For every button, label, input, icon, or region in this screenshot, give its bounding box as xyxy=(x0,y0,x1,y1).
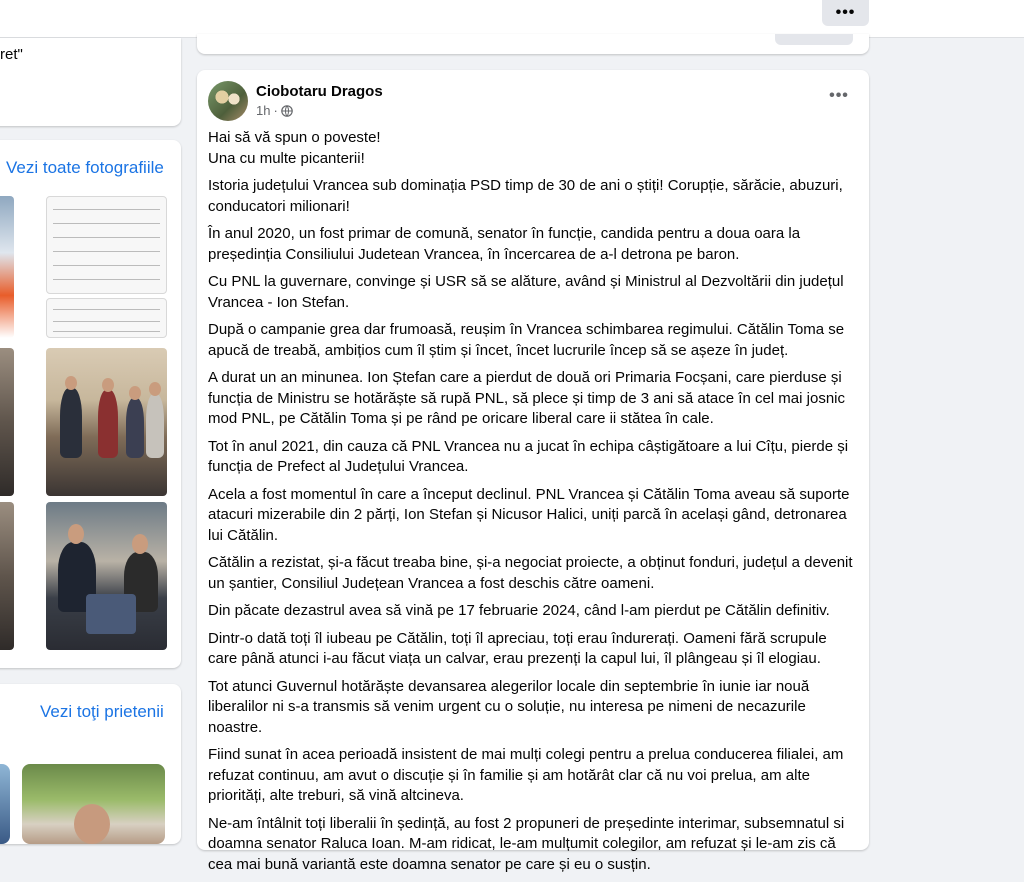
photos-card xyxy=(0,140,181,668)
post-paragraph: După o campanie grea dar frumoasă, reușim în Vrancea schimbarea regimului. Cătălin Toma se apucă de treabă, ambițios cum îl știm și încet, încet lucrurile încep să se așeze în județ. xyxy=(208,321,845,359)
meta-separator: · xyxy=(273,103,278,118)
post-paragraph: Tot în anul 2021, din cauza că PNL Vrancea nu a jucat în echipa câștigătoare a lui Cîțu, pierde și funcția de Prefect al Județului Vrancea. xyxy=(208,437,849,475)
post-paragraph: Acela a fost momentul în care a început declinul. PNL Vrancea și Cătălin Toma aveau să suporte atacuri mizerabile din 2 părți, Ion Stefan și Nicusor Halici, uniți parcă în același gând, detronarea lui Cătălin. xyxy=(208,485,850,544)
intro-card xyxy=(0,38,181,126)
post-paragraph: Din păcate dezastrul avea să vină pe 17 februarie 2024, când l-am pierdut pe Cătălin definitiv. xyxy=(208,602,830,619)
more-options-button[interactable] xyxy=(822,0,869,26)
post-card xyxy=(197,70,869,873)
see-all-photos-link[interactable]: Vezi toate fotografiile xyxy=(6,158,164,177)
post-text xyxy=(208,128,856,882)
photo-thumbnail[interactable] xyxy=(46,502,167,650)
photo-thumbnail[interactable] xyxy=(46,196,167,294)
post-meta xyxy=(256,103,293,118)
author-name[interactable]: Ciobotaru Dragos xyxy=(256,83,383,100)
post-paragraph: A durat un an minunea. Ion Ștefan care a pierdut de două ori Primaria Focșani, care pierduse și funcția de Ministru se hotărăște să rupă PNL, să plece și timp de 3 ani să atace în cel mai josnic mod PNL, pe Cătălin Toma și pe rând pe oricare liberal care ii stătea în cale. xyxy=(208,369,845,427)
see-all-friends-link[interactable]: Vezi toţi prietenii xyxy=(40,702,164,721)
post-paragraph: Istoria județului Vrancea sub dominația PSD timp de 30 de ani o știți! Corupție, sărăcie, abuzuri, conducatori milionari! xyxy=(208,177,843,215)
globe-icon xyxy=(281,105,293,117)
previous-post-card xyxy=(197,34,869,54)
post-paragraph: Ne-am întâlnit toți liberalii în ședință, au fost 2 propuneri de președinte interimar, subsemnatul si doamna senator Raluca Ioan. M-am ridicat, le-am mulțumit colegilor, am refuzat și le-am zis că cea mai bună variantă este doamna senator pe care și eu o susțin. xyxy=(208,814,845,873)
photo-thumbnail[interactable] xyxy=(46,348,167,496)
more-icon: ••• xyxy=(829,87,849,104)
post-paragraph: În anul 2020, un fost primar de comună, senator în funcție, candida pentru a doua oara la președinția Consiliului Judetean Vrancea, în încercarea de a-l detrona pe baron. xyxy=(208,225,801,263)
photo-thumbnail[interactable] xyxy=(0,348,14,496)
post-paragraph: Hai să vă spun o poveste! Una cu multe picanterii! xyxy=(208,129,381,167)
author-avatar[interactable] xyxy=(208,81,248,121)
post-time[interactable]: 1h xyxy=(256,103,271,118)
friends-card xyxy=(0,684,181,844)
post-paragraph: Tot atunci Guvernul hotărăște devansarea alegerilor locale din septembrie în iunie iar nouă liberalilor ni s-a transmis să venim urgent cu o soluție, nu interesa pe nimeni de necazurile noastre. xyxy=(208,677,810,736)
photo-thumbnail[interactable] xyxy=(0,196,14,338)
previous-post-button[interactable] xyxy=(775,34,853,45)
friend-thumbnail[interactable] xyxy=(0,764,10,844)
post-paragraph: Dintr-o dată toți îl iubeau pe Cătălin, toți îl apreciau, toți erau îndurerați. Oameni fără scrupule care până atunci i-au făcut viața un calvar, erau prezenți la capul lui, îl plângeau și îl elogiau. xyxy=(208,629,827,667)
photo-thumbnail[interactable] xyxy=(0,502,14,650)
post-paragraph: Cu PNL la guvernare, convinge și USR să se alăture, având și Ministrul al Dezvoltării din județul Vrancea - Ion Stefan. xyxy=(208,273,844,311)
more-icon: ••• xyxy=(835,4,856,21)
photo-thumbnail[interactable] xyxy=(46,298,167,338)
post-options-button[interactable] xyxy=(825,87,853,107)
friend-thumbnail[interactable] xyxy=(22,764,165,844)
post-paragraph: Cătălin a rezistat, și-a făcut treaba bine, și-a negociat proiecte, a obținut fonduri, județul a devenit un șantier, Consiliul Județean Vrancea a fost deschis către oameni. xyxy=(208,554,853,592)
top-navigation-bar xyxy=(0,0,1024,38)
intro-snippet: ret" xyxy=(0,46,23,63)
post-paragraph: Fiind sunat în acea perioadă insistent de mai mulți colegi pentru a prelua conducerea filialei, am refuzat continuu, am avut o discuție și în familie și am hotărât clar că nu voi prelua, am alte priorități, alte treburi, să vină altcineva. xyxy=(208,746,844,804)
